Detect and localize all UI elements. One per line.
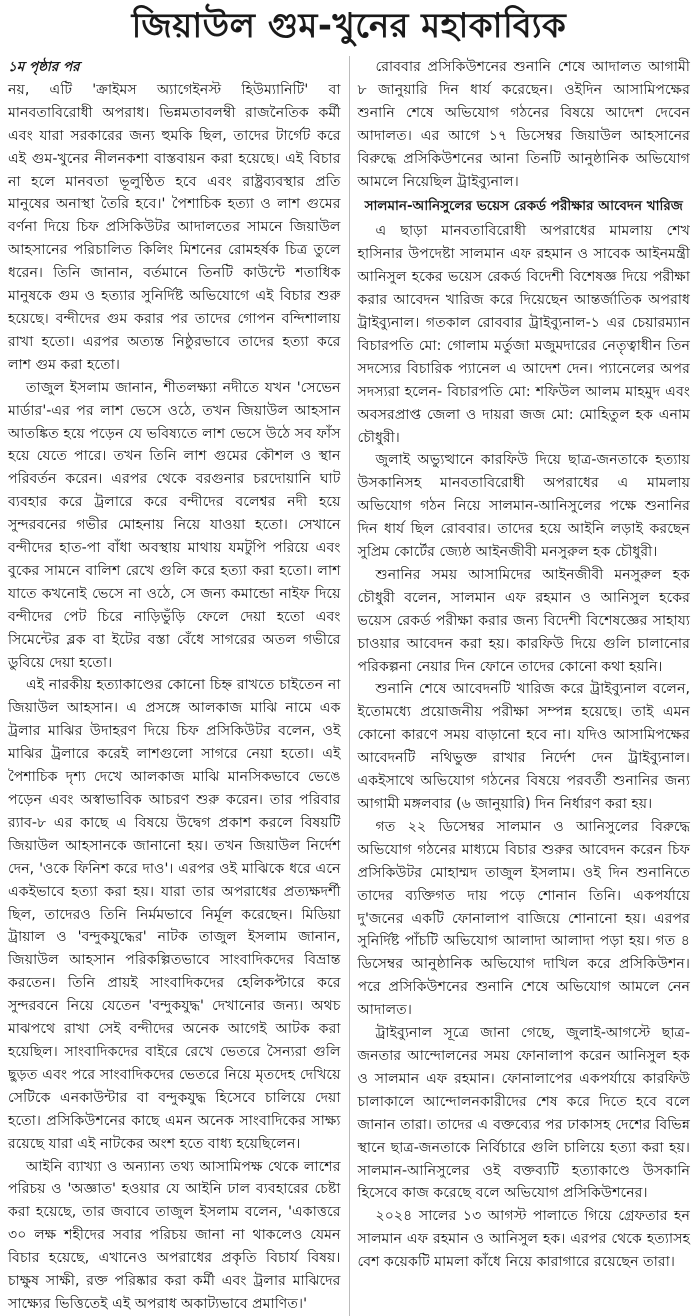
paragraph: তাজুল ইসলাম জানান, শীতলক্ষ্যা নদীতে যখন 'সেভেন মার্ডার'-এর পর লাশ ভেসে ওঠে, তখন জিয়াউল আহসান আতঙ্কিত হয়ে পড়েন যে ভবিষ্যতে লাশ ভেসে উঠে সব ফাঁস হয়ে যেতে পারে। তখন তিনি লাশ গুমের কৌশল ও স্থান পরিবর্তন করেন। এরপর থেকে বরগুনার চরদোয়ানি ঘাট ব্যবহার করে ট্রলারে করে বন্দীদের বলেশ্বর নদী হয়ে সুন্দরবনের গভীর মোহনায় নিয়ে যাওয়া হতো। সেখানে বন্দীদের হাত-পা বাঁধা অবস্থায় মাথায় যমটুপি পরিয়ে এবং বুকের সামনে বালিশ রেখে গুলি করে হত্যা করা হতো। লাশ যাতে কখনোই ভেসে না ওঠে, সে জন্য কমান্ডো নাইফ দিয়ে বন্দীদের পেট চিরে নাড়িভুঁড়ি ফেলে দেয়া হতো এবং সিমেন্টের ব্লক বা ইটের বস্তা বেঁধে সাগরের অতল গভীরে ডুবিয়ে দেয়া হতো। [8,379,341,671]
paragraph: ২০২৪ সালের ১৩ আগস্ট পালাতে গিয়ে গ্রেফতার হন সালমান এফ রহমান ও আনিসুল হক। এরপর থেকে হত্যাসহ বেশ কয়েকটি মামলা কাঁধে নিয়ে কারাগারে রয়েছেন তারা। [357,1208,690,1271]
paragraph: শুনানির সময় আসামিদের আইনজীবী মনসুরুল হক চৌধুরী বলেন, সালমান এফ রহমান ও আনিসুল হকের ভয়েস রেকর্ড পরীক্ষা করার জন্য বিদেশী বিশেষজ্ঞের সাহায্য চাওয়ার আবেদন করা হয়। কারফিউ দিয়ে গুলি চালানোর পরিকল্পনা নেয়ার দিন ফোনে তাদের কোনো কথা হয়নি। [357,566,690,675]
continuation-kicker: ১ম পৃষ্ঠার পর [8,59,80,75]
paragraph: শুনানি শেষে আবেদনটি খারিজ করে ট্রাইব্যুনাল বলেন, ইতোমধ্যে প্রয়োজনীয় পরীক্ষা সম্পন্ন হয়েছে। তাই এমন কোনো কারণে সময় বাড়ানো হবে না। যদিও আসামিপক্ষের আবেদনটি নথিভুক্ত রাখার নির্দেশ দেন ট্রাইব্যুনাল। একইসাথে অভিযোগ গঠনের বিষয়ে পরবর্তী শুনানির জন্য আগামী মঙ্গলবার (৬ জানুয়ারি) দিন নির্ধারণ করা হয়। [357,681,690,812]
paragraph: জুলাই অভ্যুত্থানে কারফিউ দিয়ে ছাত্র-জনতাকে হত্যায় উসকানিসহ মানবতাবিরোধী অপরাধের এ মামলায় অভিযোগ গঠন নিয়ে সালমান-আনিসুলের পক্ষে শুনানির দিন ধার্য ছিল রোববার। তাদের হয়ে আইনি লড়াই করছেন সুপ্রিম কোর্টের জ্যেষ্ঠ আইনজীবী মনসুরুল হক চৌধুরী। [357,452,690,561]
paragraph: রোববার প্রসিকিউশনের শুনানি শেষে আদালত আগামী ৮ জানুয়ারি দিন ধার্য করেছেন। ওইদিন আসামিপক্ষের শুনানি শেষে অভিযোগ গঠনের বিষয়ে আদেশ দেবেন আদালত। এর আগে ১৭ ডিসেম্বর জিয়াউল আহসানের বিরুদ্ধে প্রসিকিউশনের আনা তিনটি আনুষ্ঠানিক অভিযোগ আমলে নিয়েছিল ট্রাইব্যুনাল। [357,59,690,190]
right-column [357,56,690,1316]
paragraph: গত ২২ ডিসেম্বর সালমান ও আনিসুলের বিরুদ্ধে অভিযোগ গঠনের মাধ্যমে বিচার শুরুর আবেদন করেন চিফ প্রসিকিউটর মোহাম্মদ তাজুল ইসলাম। ওই দিন শুনানিতে তাদের ব্যক্তিগত দায় পড়ে শোনান তিনি। একপর্যায়ে দু'জনের একটি ফোনালাপ বাজিয়ে শোনানো হয়। এরপর সুনির্দিষ্ট পাঁচটি অভিযোগ আলাদা আলাদা পড়া হয়। গত ৪ ডিসেম্বর আনুষ্ঠানিক অভিযোগ দাখিল করে প্রসিকিউশন। পরে প্রসিকিউশনের শুনানি শেষে অভিযোগ আমলে নেন আদালত। [357,818,690,1019]
paragraph: ট্রাইব্যুনাল সূত্রে জানা গেছে, জুলাই-আগস্টে ছাত্র-জনতার আন্দোলনের সময় ফোনালাপ করেন আনিসুল হক ও সালমান এফ রহমান। ফোনালাপের একপর্যায়ে কারফিউ চালাকালে আন্দোলনকারীদের শেষ করে দিতে হবে বলে জানান তারা। তাদের এ বক্তব্যের পর ঢাকাসহ দেশের বিভিন্ন স্থানে ছাত্র-জনতাকে নির্বিচারে গুলি চালিয়ে হত্যা করা হয়। সালমান-আনিসুলের ওই বক্তব্যটি হত্যাকাণ্ডে উসকানি হিসেবে কাজ করেছে বলে অভিযোগ প্রসিকিউশনের। [357,1025,690,1202]
left-column [8,56,341,1316]
subheading: সালমান-আনিসুলের ভয়েস রেকর্ড পরীক্ষার আবেদন খারিজ [364,198,683,215]
headline: জিয়াউল গুম-খুনের মহাকাব্যিক [131,6,567,46]
paragraph: আইনি ব্যাখ্যা ও অন্যান্য তথ্য আসামিপক্ষ থেকে লাশের পরিচয় ও 'অজ্ঞাত' হওয়ার যে আইনি ঢাল ব্যবহারের চেষ্টা করা হয়েছে, তার জবাবে তাজুল ইসলাম বলেন, 'একাত্তরে ৩০ লক্ষ শহীদের সবার পরিচয় জানা না থাকলেও যেমন বিচার হয়েছে, এখানেও অপরাধের প্রকৃতি বিচার্য বিষয়। চাক্ষুষ সাক্ষী, রক্ত পরিষ্কার করা কর্মী এবং ট্রলার মাঝিদের সাক্ষ্যের ভিত্তিতেই এই অপরাধ অকাট্যভাবে প্রমাণিত।' [8,1158,341,1312]
paragraph: এই নারকীয় হত্যাকাণ্ডের কোনো চিহ্ন রাখতে চাইতেন না জিয়াউল আহসান। এ প্রসঙ্গে আলকাজ মাঝি নামে এক ট্রলার মাঝির উদাহরণ দিয়ে চিফ প্রসিকিউটর বলেন, ওই মাঝির ট্রলারে করেই লাশগুলো সাগরে নেয়া হতো। এই পৈশাচিক দৃশ্য দেখে আলকাজ মাঝি মানসিকভাবে ভেঙে পড়েন এবং অস্বাভাবিক আচরণ শুরু করেন। তার পরিবার র‍্যাব-৮ এর কাছে এ বিষয়ে উদ্বেগ প্রকাশ করলে বিষয়টি জিয়াউল আহসানকে জানানো হয়। তখন জিয়াউল নির্দেশ দেন, 'ওকে ফিনিশ করে দাও'। এরপর ওই মাঝিকে ধরে এনে একইভাবে হত্যা করা হয়। যারা তার অপরাধের প্রত্যক্ষদর্শী ছিল, তাদেরও তিনি নির্মমভাবে নির্মূল করেছেন। মিডিয়া ট্রায়াল ও 'বন্দুকযুদ্ধের' নাটক তাজুল ইসলাম জানান, জিয়াউল আহসান পরিকল্পিতভাবে সাংবাদিকদের বিভ্রান্ত করতেন। তিনি প্রায়ই সাংবাদিকদের হেলিকপ্টারে করে সুন্দরবনে নিয়ে যেতেন 'বন্দুকযুদ্ধ' দেখানোর জন্য। অথচ মাঝপথে রাখা সেই বন্দীদের অনেক আগেই আটক করা হয়েছিল। সাংবাদিকদের বাইরে রেখে ভেতরে সৈন্যরা গুলি ছুড়ত এবং পরে সাংবাদিকদের ভেতরে নিয়ে মৃতদেহ দেখিয়ে সেটিকে এনকাউন্টার বা বন্দুকযুদ্ধ হিসেবে চালিয়ে দেয়া হতো। প্রসিকিউশনের কাছে এমন অনেক সাংবাদিকের সাক্ষ্য রয়েছে যারা এই নাটকের অংশ হতে বাধ্য হয়েছিলেন। [8,677,341,1152]
paragraph: নয়, এটি 'ক্রাইমস অ্যাগেইনস্ট হিউম্যানিটি' বা মানবতাবিরোধী অপরাধ। ভিন্নমতাবলম্বী রাজনৈতিক কর্মী এবং যারা সরকারের জন্য হুমকি ছিল, তাদের টার্গেট করে এই গুম-খুনের নীলনকশা বাস্তবায়ন করা হয়েছে। এই বিচার না হলে মানবতা ভূলুণ্ঠিত হবে এবং রাষ্ট্রব্যবস্থার প্রতি মানুষের অনাস্থা তৈরি হবে।' পৈশাচিক হত্যা ও লাশ গুমের বর্ণনা দিয়ে চিফ প্রসিকিউটর আদালতের সামনে জিয়াউল আহসানের পরিচালিত কিলিং মিশনের রোমহর্ষক চিত্র তুলে ধরেন। তিনি জানান, বর্তমানে তিনটি কাউন্টে শতাধিক মানুষকে গুম ও হত্যার সুনির্দিষ্ট অভিযোগে এই বিচার শুরু হয়েছে। বন্দীদের গুম করার পর তাদের গোপন বন্দিশালায় রাখা হতো। এরপর অত্যন্ত নিষ্ঠুরভাবে তাদের হত্যা করে লাশ গুম করা হতো। [8,81,341,373]
column-divider [349,56,350,1316]
paragraph: এ ছাড়া মানবতাবিরোধী অপরাধের মামলায় শেখ হাসিনার উপদেষ্টা সালমান এফ রহমান ও সাবেক আইনমন্ত্রী আনিসুল হকের ভয়েস রেকর্ড বিদেশী বিশেষজ্ঞ দিয়ে পরীক্ষা করার আবেদন খারিজ করে দিয়েছেন আন্তর্জাতিক অপরাধ ট্রাইব্যুনাল। গতকাল রোববার ট্রাইব্যুনাল-১ এর চেয়ারম্যান বিচারপতি মো: গোলাম মর্তুজা মজুমদারের নেতৃত্বাধীন তিন সদস্যের বিচারিক প্যানেল এ আদেশ দেন। প্যানেলের অপর সদস্যরা হলেন- বিচারপতি মো: শফিউল আলম মাহমুদ এবং অবসরপ্রাপ্ত জেলা ও দায়রা জজ মো: মোহিতুল হক এনাম চৌধুরী। [357,223,690,446]
article-columns [0,56,698,1316]
